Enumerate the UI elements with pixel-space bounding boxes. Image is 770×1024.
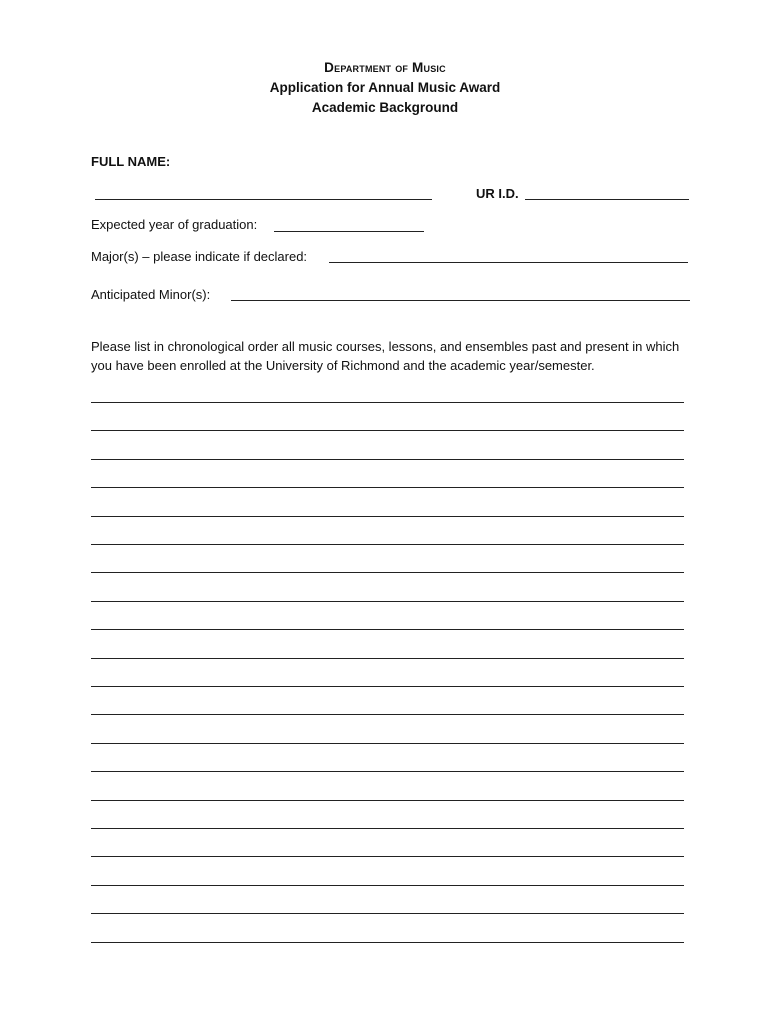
answer-line[interactable]	[91, 771, 684, 772]
minor-label: Anticipated Minor(s):	[91, 287, 211, 302]
answer-line[interactable]	[91, 629, 684, 630]
answer-line[interactable]	[91, 544, 684, 545]
answer-line[interactable]	[91, 402, 684, 403]
major-label: Major(s) – please indicate if declared:	[91, 249, 308, 264]
ur-id-field[interactable]	[525, 199, 689, 200]
answer-line[interactable]	[91, 942, 684, 943]
answer-line[interactable]	[91, 743, 684, 744]
answer-line[interactable]	[91, 913, 684, 914]
answer-line[interactable]	[91, 459, 684, 460]
answer-line[interactable]	[91, 856, 684, 857]
answer-line[interactable]	[91, 714, 684, 715]
major-field[interactable]	[329, 262, 688, 263]
graduation-year-label: Expected year of graduation:	[91, 217, 258, 232]
answer-line[interactable]	[91, 572, 684, 573]
answer-line[interactable]	[91, 800, 684, 801]
minor-field[interactable]	[231, 300, 690, 301]
full-name-label: FULL NAME:	[91, 154, 171, 169]
answer-line[interactable]	[91, 516, 684, 517]
form-header	[0, 58, 770, 118]
full-name-field[interactable]	[95, 199, 432, 200]
graduation-year-field[interactable]	[274, 231, 424, 232]
answer-line[interactable]	[91, 430, 684, 431]
answer-line[interactable]	[91, 487, 684, 488]
ur-id-label: UR I.D.	[476, 186, 519, 201]
instructions-text: Please list in chronological order all music courses, lessons, and ensembles past and present in which you have been enrolled at the University of Richmond and the academic year/semester.	[91, 339, 680, 373]
answer-line[interactable]	[91, 885, 684, 886]
form-subtitle: Academic Background	[311, 100, 459, 115]
answer-line[interactable]	[91, 601, 684, 602]
department-title: Department of Music	[324, 60, 446, 75]
answer-line[interactable]	[91, 686, 684, 687]
form-title: Application for Annual Music Award	[269, 80, 501, 95]
answer-line[interactable]	[91, 828, 684, 829]
answer-line[interactable]	[91, 658, 684, 659]
